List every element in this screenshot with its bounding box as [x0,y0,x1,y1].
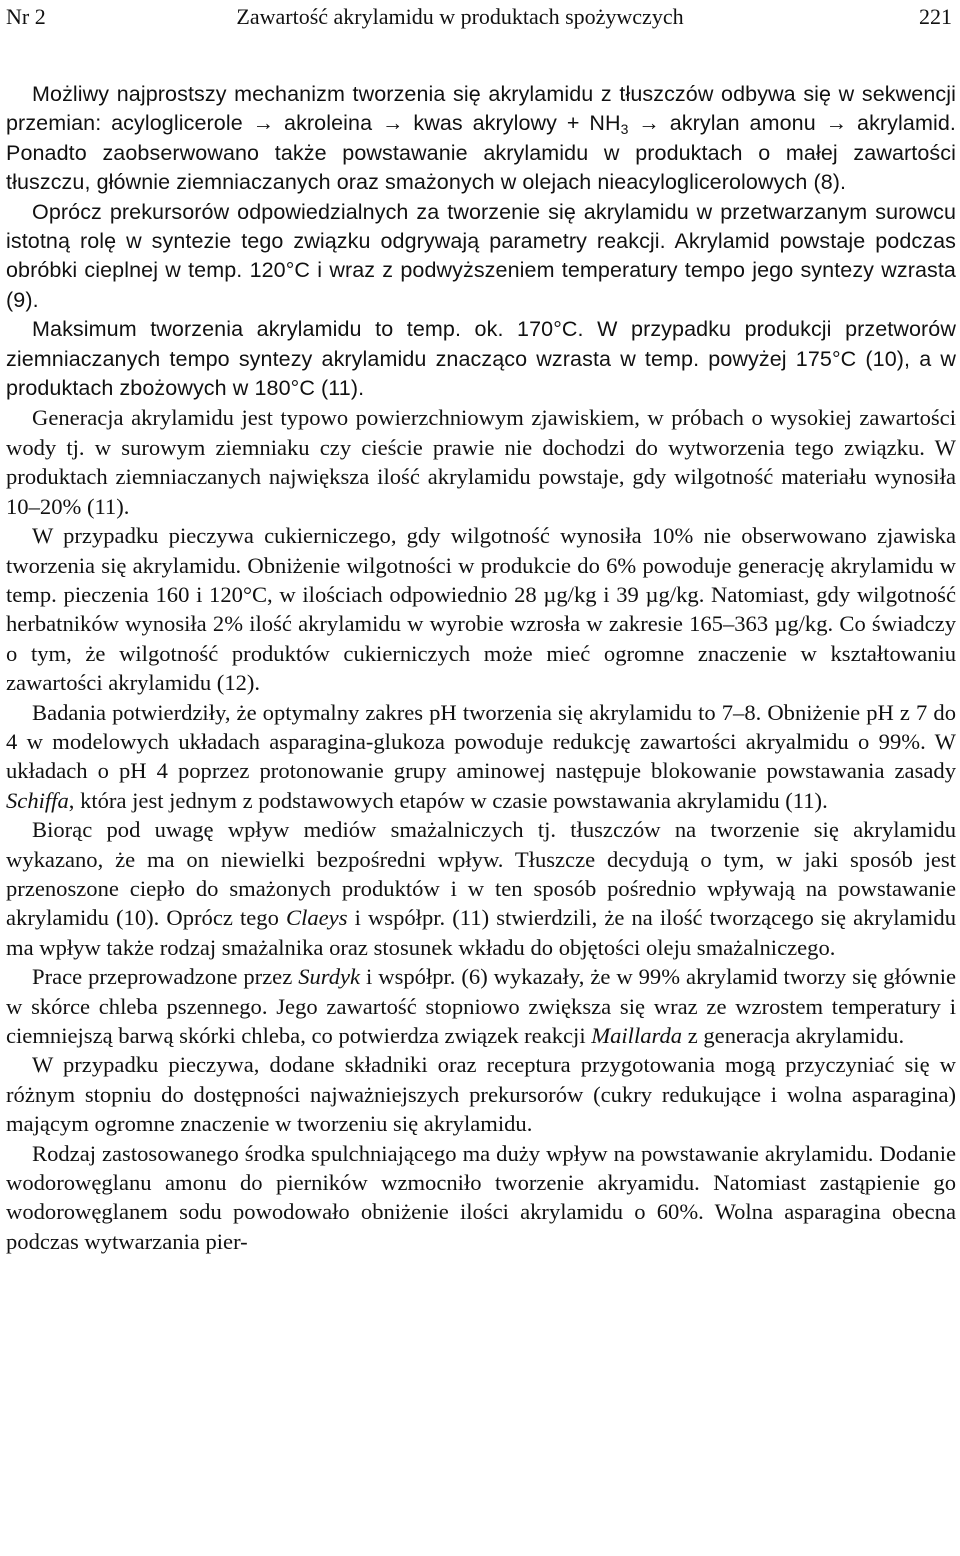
paragraph-text: i współpr. (6) wykazały, że w 99% akrylamid tworzy się głównie w skórce chleba pszennego. Jego zawartość stopniowo zwiększa się wraz ze wzrostem temperatury i ciemniejszą barwą skórki chleba, co potwierdza związek reakcji [6,964,956,1048]
paragraph [6,815,956,962]
paragraph-text: , która jest jednym z podstawowych etapów w czasie powstawania akrylamidu (11). [68,787,828,813]
paragraph-text: Maksimum tworzenia akrylamidu to temp. ok. 170°C. W przypadku produkcji przetworów ziemniaczanych tempo syntezy akrylamidu znacząco wzrasta w temp. powyżej 175°C (10), a w produktach zbożowych w 180°C (11). [6,317,956,401]
paragraph [6,315,956,403]
paragraph-text: Oprócz prekursorów odpowiedzialnych za tworzenie się akrylamidu w przetwarzanym surowcu istotną rolę w syntezie tego związku odgrywają parametry reakcji. Akrylamid powstaje podczas obróbki cieplnej w temp. 120°C i wraz z podwyższeniem temperatury tempo jego syntezy wzrasta (9). [6,199,956,312]
paragraph-text: Możliwy najprostszy mechanizm tworzenia się akrylamidu z tłuszczów odbywa się w sekwencji przemian: acyloglicerole → akroleina → kwas akrylowy + NH [6,82,956,136]
paragraph-text: z generacja akrylamidu. [682,1023,905,1048]
paragraph-text: Biorąc pod uwagę wpływ mediów smażalniczych tj. tłuszczów na tworzenie się akrylamidu wykazano, że ma on niewielki bezpośredni wpływ. Tłuszcze decydują o tym, w jaki sposób jest przenoszone ciepło do smażonych produktów i w ten sposób pośrednio wpływają na powstawanie akrylamidu (10). Oprócz tego [6,817,956,931]
italic-name: Claeys [286,905,348,931]
paragraph [6,1050,956,1138]
article-body [6,80,956,1256]
issue-number: Nr 2 [6,4,46,29]
italic-name: Surdyk [298,964,361,990]
paragraph [6,198,956,316]
paragraph-text: Badania potwierdziły, że optymalny zakres pH tworzenia się akrylamidu to 7–8. Obniżenie pH z 7 do 4 w modelowych układach asparagina-glukoza powoduje redukcję zawartości akryalmidu o 99%. W układach o pH 4 poprzez protonowanie grupy aminowej następuje blokowanie powstawania zasady [6,699,956,784]
paragraph [6,403,956,521]
paragraph-text: Generacja akrylamidu jest typowo powierzchniowym zjawiskiem, w próbach o wysokiej zawartości wody tj. w surowym ziemniaku czy cieście prawie nie dochodzi do wytworzenia tego związku. W produktach ziemniaczanych największa ilość akrylamidu powstaje, gdy wilgotność materiału wynosiła 10–20% (11). [6,405,956,519]
paragraph-text: Prace przeprowadzone przez [32,964,299,990]
paragraph-text: i współpr. (11) stwierdzili, że na ilość tworzącego się akrylamidu ma wpływ także rodzaj smażalnika oraz stosunek wkładu do objętości oleju smażalniczego. [6,905,956,960]
paragraph-text: → akrylan amonu → akrylamid. Ponadto zaobserwowano także powstawanie akrylamidu w produktach o małej zawartości tłuszczu, głównie ziemniaczanych oraz smażonych w olejach nieacyloglicerolowych (8). [6,111,956,195]
running-header [0,0,960,34]
page-number: 221 [919,4,952,29]
paragraph [6,1139,956,1257]
paragraph-text: W przypadku pieczywa cukierniczego, gdy wilgotność wynosiła 10% nie obserwowano zjawiska tworzenia się akrylamidu. Obniżenie wilgotności w produkcie do 6% powoduje generację akrylamidu w temp. pieczenia 160 i 120°C, w ilościach odpowiednio 28 µg/kg i 39 µg/kg. Natomiast, gdy wilgotność herbatników wynosiła 2% ilość akrylamidu w wyrobie wzrosła w zakresie 165–363 µg/kg. Co świadczy o tym, że wilgotność produktów cukierniczych może mieć ogromne znaczenie w kształtowaniu zawartości akrylamidu (12). [6,523,956,696]
italic-name: Schiffa [6,787,69,813]
italic-name: Maillarda [591,1023,683,1048]
paragraph-text: W przypadku pieczywa, dodane składniki oraz receptura przygotowania mogą przyczyniać się w różnym stopniu do dostępności najważniejszych prekursorów (cukry redukujące i wolna asparagina) mającym ogromne znaczenie w tworzeniu się akrylamidu. [6,1052,956,1137]
paragraph-text: Rodzaj zastosowanego środka spulchniającego ma duży wpływ na powstawanie akrylamidu. Dodanie wodorowęglanu amonu do pierników wzmocniło tworzenie akryamidu. Natomiast zastąpienie go wodorowęglanem sodu powodowało obniżenie ilości akrylamidu o 60%. Wolna asparagina obecna podczas wytwarzania pier- [6,1140,956,1254]
running-title: Zawartość akrylamidu w produktach spożywczych [236,4,684,29]
subscript: 3 [620,121,629,138]
paragraph [6,80,956,198]
paragraph [6,521,956,697]
paragraph [6,698,956,816]
paragraph [6,962,956,1050]
